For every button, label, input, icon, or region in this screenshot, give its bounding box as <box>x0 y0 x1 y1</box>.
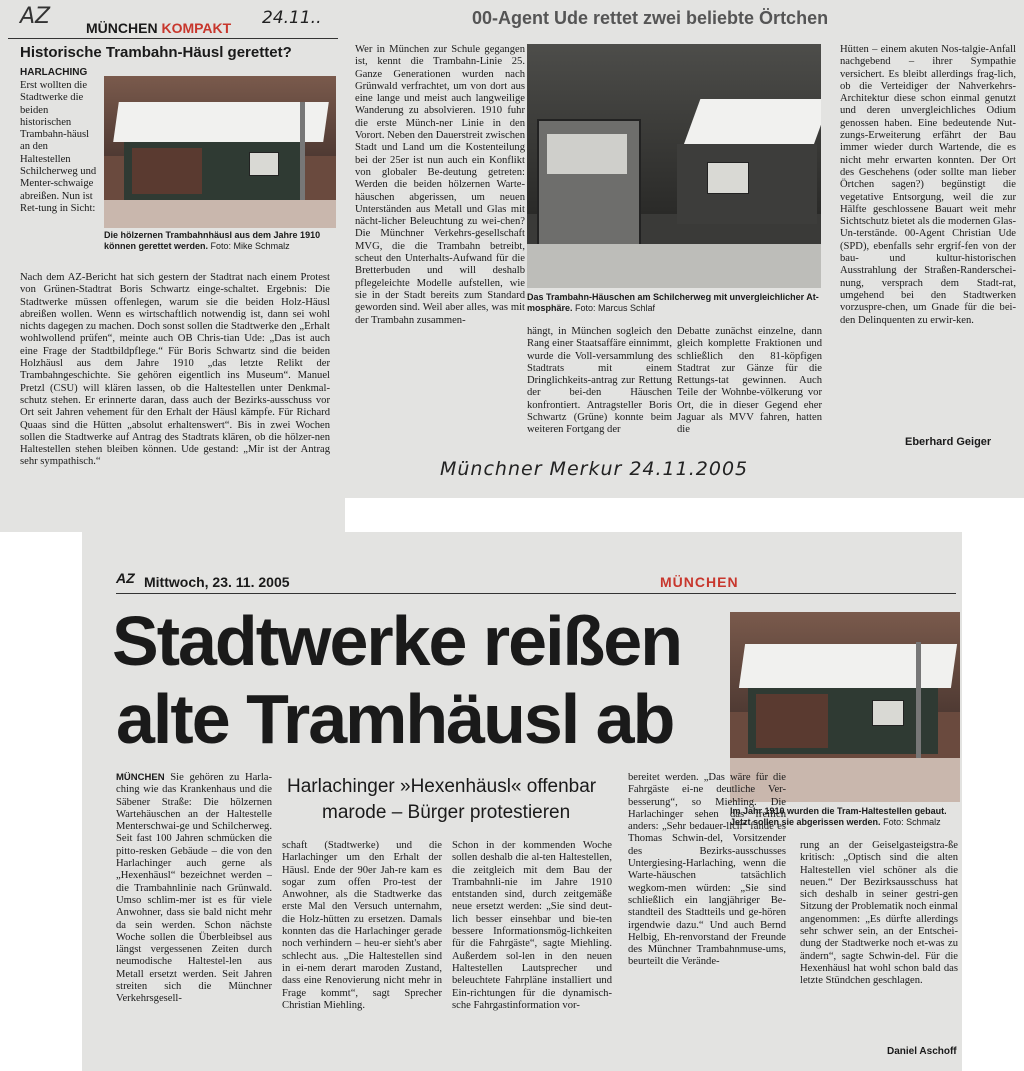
headline-line-1: Stadtwerke reißen <box>112 602 681 680</box>
lead-text: Erst wollten die Stadtwerke die beiden historischen Trambahn-häusl an den Haltestellen Schilcherweg und Menter-schwaige abreißen. Nun ist Ret-tung in Sicht: <box>20 80 97 214</box>
column-4: bereitet werden. „Das wäre für die Fahrgäste ei-ne deutliche Ver-besserung“, so Miehling. Die Harlachinger sehen das freilich anders: „Sehr bedauer-lich“ fände es Thomas Schwin-del, Vorsitzender des Bezirks-ausschusses Untergiesing-Harlaching, wenn die Warte-häuschen tatsächlich wegkom-men würden: „Sie sind schließlich ein langjähriger Be-standteil des Stadtteils und ge-hören irgendwie dazu.“ Und auch Bernd Helbig, Eh-renvorstand der Freunde des Münchner Trambahnmuse-ums, beurteilt die Verände- <box>628 772 786 968</box>
column-1: Wer in München zur Schule gegangen ist, kennt die Trambahn-Linie 25. Ganze Generationen wurden nach Grünwald verfrachtet, um von dort aus eine lange und meist auch langweilige Wanderung zu absolvieren. 1910 fuhr die erste Münch-ner Linie in den Vorort. Neben den Dauerstreit zwischen Stadt und Land um die Kostenteilung bei der 25er ist nun auch ein Konflikt von globaler Be-deutung getreten: Werden die beiden hölzernen Warte-häuschen abgerissen, um neuen Unterständen aus Metall und Glas mit nächt-licher Beleuchtung zu wei-chen? Die Münchner Verkehrs-gesellschaft MVG, die die Trambahn betreibt, scheut den Unterhalts-Aufwand für die Bretterbuden und will deshalb pflegeleichte Modelle aufstellen, wie sie in der Stadt bereits zum Standard geworden sind. Weil aber alles, was mit der Trambahn zusammen- <box>355 44 525 326</box>
photo-caption <box>527 292 821 314</box>
caption-credit: Foto: Schmalz <box>883 817 941 827</box>
column-2: schaft (Stadtwerke) und die Harlachinger um den Erhalt der Häusl. Ende der 90er Jah-re kam es sogar zum offen Pro-test der Anwohner, als die Stadtwerke das erste Mal den Versuch unternahm, die Holz-hütten zu ersetzen. Damals konnten das die Harlachinger gerade noch verhindern – heu-er sieht's aber schlecht aus. „Die Haltestellen sind in ei-nem derart maroden Zustand, dass eine Renovierung nicht mehr in Frage kommt“, sagt Sprecher Christian Miehling. <box>282 840 442 1011</box>
column-5: rung an der Geiselgasteigstra-ße kritisch: „Optisch sind die alten Haltestellen viel schöner als die neuen.“ Der Bezirksausschuss hat sich deshalb in seiner gestri-gen Sitzung der Problematik noch einmal angenommen: „Es dürfte allerdings sehr schwer sein, an der Entschei-dung der Stadtwerke noch et-was zu ändern“, sagte Schwin-del. Für die Hexenhäusl hat wohl schon bald das letzte Stündchen geschlagen. <box>800 840 958 987</box>
caption-text: Im Jahr 1910 wurden die Tram-Haltestellen gebaut. Jetzt sollen sie abgerissen werden. <box>730 806 947 827</box>
az-logo: AZ <box>116 570 135 586</box>
headline: 00-Agent Ude rettet zwei beliebte Örtchen <box>472 8 829 28</box>
column-1-text: Sie gehören zu Harla-ching wie das Krankenhaus und die Säbener Straße: Die hölzernen Wartehäuschen an der Haltestelle Menterschwai-ge und Schilcherweg. Seit fast 100 Jahren schmücken die pitto-resken Gebäude – die von den Harlachinger auch gerne als „Hexenhäusl“ bezeichnet werden – die Trambahnlinie nach Grünwald. Umso schlim-mer ist es für viele Anwohner, dass sie bald nicht mehr da sein werden. Schon nächste Woche sollen die Überbleibsel aus längst vergessenen Zeiten durch neumodische Haltestel-len aus Metall ersetzt werden. Seit Jahren streiten sich die Münchner Verkehrsgesell- <box>116 772 272 1005</box>
author: Daniel Aschoff <box>887 1046 957 1057</box>
column-4: Hütten – einem akuten Nos-talgie-Anfall nachgebend – ihrer Sympathie versichert. Es bleibt allerdings frag-lich, ob die Verteidiger der Nahverkehrs-Architektur diese schon einmal genutzt und deren unvergleichliches Odium genossen haben. Eine bedeutende Nut-zungs-Erweiterung erfährt der Bau immer wieder durch Wartende, die es nicht mehr erwarten konnten. Der Ort des Geschehens (oder sollte man lieber Örtchen sagen?) begünstigt die vegetative Entsorgung, weil die zur Hälfte geschlossene Bauart weit mehr Sichtschutz bietet als die modernen Glas-Un-terstände. 00-Agent Christian Ude (SPD), ebenfalls sehr ergrif-fen von der bau- und kultur-historischen Ausstrahlung der Straßen-Randerschei-nung, versprach dem Stadt-rat, umgehend bei den Stadtwerken vorzuspre-chen, um Gnade für die bei-den Delinquenten zu erwir-ken. <box>840 44 1016 326</box>
tram-shelter-photo <box>104 76 336 228</box>
divider <box>8 38 338 39</box>
section-label <box>86 20 231 36</box>
clipping-merkur <box>345 0 1024 498</box>
divider <box>116 593 956 594</box>
clipping-az-article <box>82 532 962 1071</box>
author: Eberhard Geiger <box>905 436 992 448</box>
issue-date: Mittwoch, 23. 11. 2005 <box>144 574 290 590</box>
column-3: Schon in der kommenden Woche sollen deshalb die al-ten Haltestellen, die zeitgleich mit dem Bau der Trambahnli-nie im Jahre 1910 entstanden sind, durch zeitgemäße neue ersetzt werden: „Sie sind deut-lich besser einsehbar und bie-ten bessere Informationsmög-lichkeiten für die Fahrgäste“, sagte Miehling. Außerdem sol-len in den neuen Haltestellen Lautsprecher und beleuchtete Fahrpläne installiert und Ein-richtungen für die dynamisch-sche Fahrgastinformation vor- <box>452 840 612 1011</box>
section-prefix: MÜNCHEN <box>86 20 158 36</box>
subhead-line-1: Harlachinger »Hexenhäusl« offenbar <box>287 776 597 797</box>
headline-line-2: alte Tramhäusl ab <box>116 680 674 758</box>
section-label: MÜNCHEN <box>660 574 739 590</box>
column-3: Debatte zunächst einzelne, dann gleich komplette Fraktionen und schließlich den 81-köpfigen Stadtrat zur Gänze für die Rettungs-tat gewinnen. Auch Teile der Wohnbe-völkerung vor Ort, die in dieser Gegend eher Jaguar als MVV fahren, hatten die <box>677 326 822 436</box>
dateline: HARLACHING <box>20 67 88 78</box>
headline: Historische Trambahn-Häusl gerettet? <box>20 44 292 61</box>
subhead-line-2: marode – Bürger protestieren <box>322 802 571 823</box>
column-1-lead: MÜNCHEN <box>116 772 165 783</box>
handwritten-az: AZ <box>20 4 51 29</box>
body-text: Nach dem AZ-Bericht hat sich gestern der Stadtrat nach einem Protest von Grünen-Stadtrat Boris Schwartz einge-schaltet. Ergebnis: Die Stadtwerke müssen offenlegen, warum sie die beiden Holz-Häusl abreißen wollen. Wenn es wirtschaftlich notwendig ist, dann sei wohl nichts dagegen zu machen. Doch sonst sollen die Stadtwerke den „Erhalt wohlwollend prüfen“, meinte auch OB Chris-tian Ude: „Das ist auch eine Frage der Stadtbildpflege.“ Für Boris Schwartz sind die beiden Holzhäusl aus dem Jahre 1910 „das letzte Relikt der Trambahngeschichte. Sie gehören eigentlich ins Museum“. Manuel Pretzl (CSU) will klären lassen, ob die Haltestellen unter Denkmal-schutz stehen. Er erinnerte daran, dass auch der Bezirks-ausschuss vor Ort seit Jahren vehement für den Erhalt der Häusl kämpfe. Für Richard Quaas sind die Hütten „absolut erhaltenswert“. Bis in zwei Wochen sollen die Stadtwerke auf Antrag des Stadtrats klären, ob die hölzer-nen Haltestellen stehen bleiben können. Ude gestand: „Mir ist der Antrag sehr sympathisch.“ <box>20 272 330 468</box>
caption-text: Das Trambahn-Häuschen am Schilcherweg mit unvergleichlicher At-mosphäre. <box>527 292 819 313</box>
handwritten-date: 24.11.. <box>262 8 322 28</box>
section-suffix: KOMPAKT <box>161 20 232 36</box>
column-1 <box>116 772 272 1062</box>
handwritten-source: Münchner Merkur 24.11.2005 <box>440 458 749 480</box>
caption-credit: Foto: Marcus Schlaf <box>575 303 656 313</box>
column-2: hängt, in München sogleich den Rang einer Staatsaffäre einnimmt, wurde die Voll-versammlung des Stadtrats mit einem Dringlichkeits-antrag zur Rettung der bei-den Häuschen konfrontiert. Antragsteller Boris Schwartz (Grüne) konnte beim weiteren Fortgang der <box>527 326 672 436</box>
caption-text: Die hölzernen Trambahnhäusl aus dem Jahre 1910 können gerettet werden. <box>104 230 321 251</box>
photo-caption <box>104 230 336 252</box>
tram-photo <box>527 44 821 288</box>
caption-credit: Foto: Mike Schmalz <box>210 241 290 251</box>
clipping-az-kompakt <box>0 0 345 532</box>
